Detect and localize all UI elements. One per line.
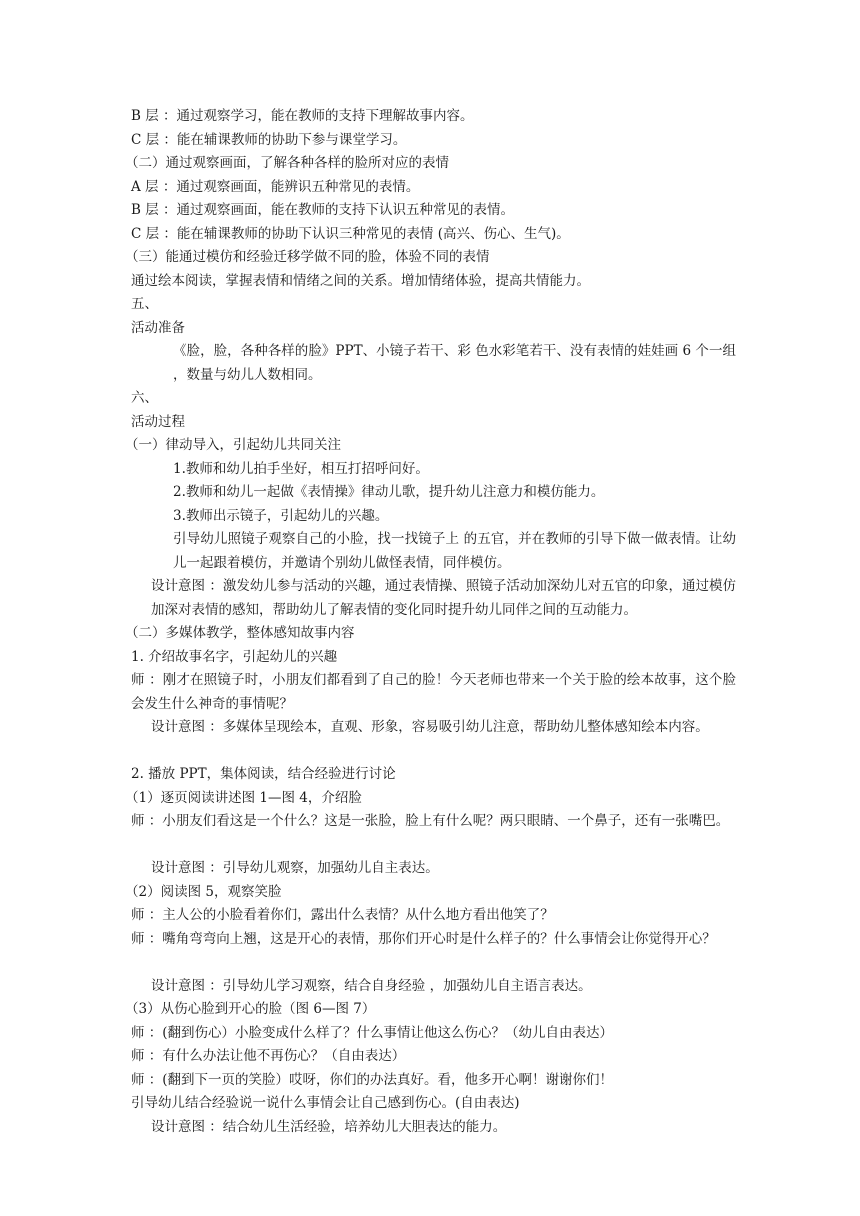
list-item: 2.教师和幼儿一起做《表情操》律动儿歌，提升幼儿注意力和模仿能力。 <box>173 484 605 500</box>
section-title: 活动过程 <box>131 413 185 430</box>
text-line: 通过绘本阅读，掌握表情和情绪之间的关系。增加情绪体验，提高共情能力。 <box>131 272 590 289</box>
document-body <box>125 105 736 1139</box>
section-number: 六、 <box>131 390 158 406</box>
section-heading: （一）律动导入，引起幼儿共同关注 <box>125 437 341 453</box>
list-item: 1.教师和幼儿拍手坐好，相互打招呼问好。 <box>173 460 429 477</box>
section-heading: （二）多媒体教学，整体感知故事内容 <box>125 625 355 641</box>
section-number: 五、 <box>131 296 158 312</box>
dialogue: 师 ：(翻到下一页的笑脸）哎呀，你们的办法真好。看，他多开心啊！谢谢你们！ <box>131 1071 614 1088</box>
step-heading: （1）逐页阅读讲述图 1—图 4，介绍脸 <box>125 789 362 806</box>
text-line: C 层 ：能在辅课教师的协助下参与课堂学习。 <box>131 131 407 148</box>
paragraph: 引导幼儿照镜子观察自己的小脸，找一找镜子上 的五官，并在教师的引导下做一做表情。让幼儿一起跟着模仿，并邀请个别幼儿做怪表情，同伴模仿。 <box>173 531 736 571</box>
dialogue: 师 ：有什么办法让他不再伤心？（自由表达） <box>131 1048 406 1064</box>
section-heading: （二）通过观察画面，了解各种各样的脸所对应的表情 <box>125 155 449 171</box>
step-heading: （3）从伤心脸到开心的脸（图 6—图 7） <box>125 1001 376 1017</box>
dialogue: 师 ：刚才在照镜子时，小朋友们都看到了自己的脸！今天老师也带来一个关于脸的绘本故事，这个脸会发生什么神奇的事情呢？ <box>131 672 736 712</box>
paragraph: 《脸，脸，各种各样的脸》PPT、小镜子若干、彩 色水彩笔若干、没有表情的娃娃画 6 个一组 ，数量与幼儿人数相同。 <box>173 343 736 383</box>
design-intent: 设计意图 ：结合幼儿生活经验，培养幼儿大胆表达的能力。 <box>151 1118 507 1135</box>
dialogue: 师 ：嘴角弯弯向上翘，这是开心的表情，那你们开心时是什么样子的？什么事情会让你觉得开心？ <box>131 930 716 947</box>
subsection-heading: 1. 介绍故事名字，引起幼儿的兴趣 <box>131 648 338 665</box>
dialogue: 师 ：主人公的小脸看着你们，露出什么表情？从什么地方看出他笑了？ <box>131 907 554 923</box>
section-heading: （三）能通过模仿和经验迁移学做不同的脸，体验不同的表情 <box>125 249 490 265</box>
text-line: B 层 ：通过观察学习，能在教师的支持下理解故事内容。 <box>131 108 474 124</box>
text-line: 引导幼儿结合经验说一说什么事情会让自己感到伤心。(自由表达) <box>131 1095 520 1111</box>
text-line: A 层 ：通过观察画面，能辨识五种常见的表情。 <box>131 178 420 195</box>
text-line: C 层 ：能在辅课教师的协助下认识三种常见的表情 (高兴、伤心、生气)。 <box>131 225 570 242</box>
step-heading: （2）阅读图 5，观察笑脸 <box>125 883 282 900</box>
design-intent: 设计意图 ：多媒体呈现绘本，直观、形象，容易吸引幼儿注意，帮助幼儿整体感知绘本内容。 <box>151 719 709 735</box>
text-line: B 层 ：通过观察画面，能在教师的支持下认识五种常见的表情。 <box>131 202 515 218</box>
design-intent: 设计意图 ：激发幼儿参与活动的兴趣，通过表情操、照镜子活动加深幼儿对五官的印象，通过模仿加深对表情的感知，帮助幼儿了解表情的变化同时提升幼儿同伴之间的互动能力。 <box>151 578 736 618</box>
list-item: 3.教师出示镜子，引起幼儿的兴趣。 <box>173 507 389 524</box>
dialogue: 师 ：(翻到伤心）小脸变成什么样了？什么事情让他这么伤心？（幼儿自由表达） <box>131 1024 614 1041</box>
design-intent: 设计意图 ：引导幼儿观察，加强幼儿自主表达。 <box>151 860 439 876</box>
design-intent: 设计意图 ：引导幼儿学习观察，结合自身经验 ，加强幼儿自主语言表达。 <box>151 977 592 994</box>
subsection-heading: 2. 播放 PPT，集体阅读，结合经验进行讨论 <box>131 766 396 782</box>
section-title: 活动准备 <box>131 319 185 336</box>
dialogue: 师 ：小朋友们看这是一个什么？这是一张脸，脸上有什么呢？两只眼睛、一个鼻子，还有一张嘴巴。 <box>131 813 730 829</box>
